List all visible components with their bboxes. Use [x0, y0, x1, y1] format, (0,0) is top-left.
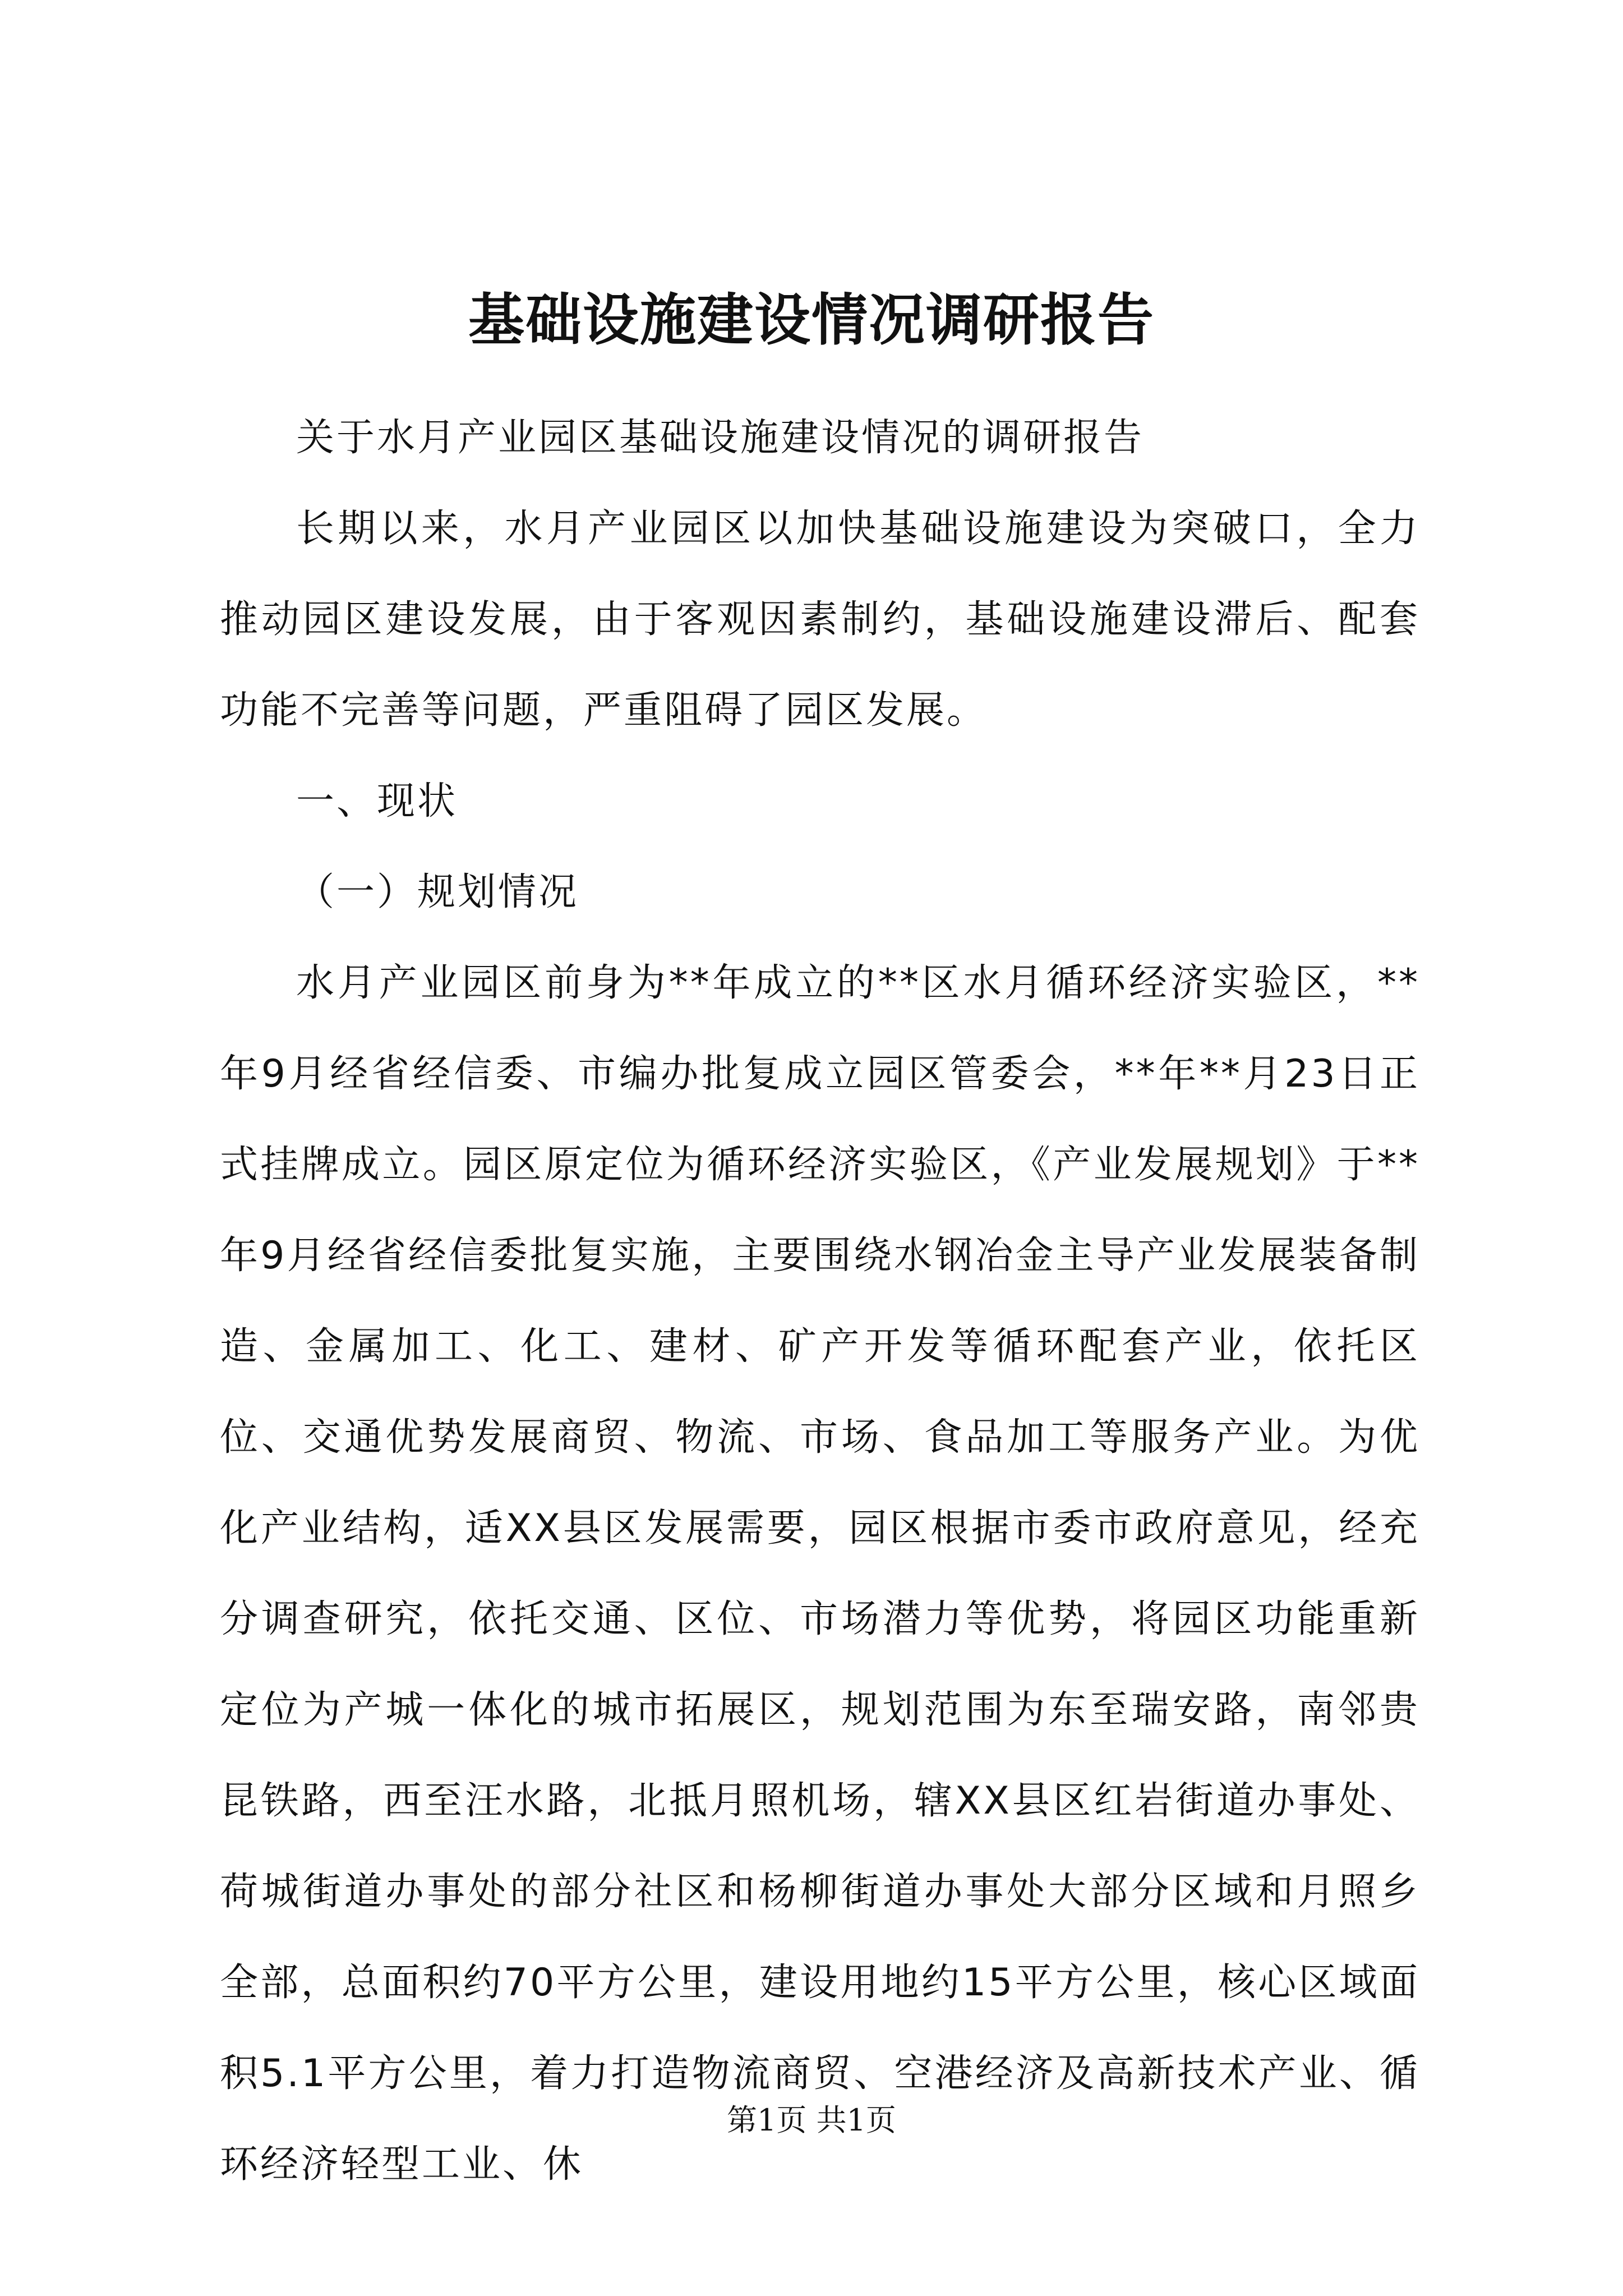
document-title: 基础设施建设情况调研报告	[468, 287, 1155, 353]
paragraph-intro: 长期以来，水月产业园区以加快基础设施建设为突破口，全力推动园区建设发展，由于客观因素制约，基础设施建设滞后、配套功能不完善等问题，严重阻碍了园区发展。	[220, 507, 1420, 733]
paragraph-planning: 水月产业园区前身为**年成立的**区水月循环经济实验区，**年9月经省经信委、市编办批复成立园区管委会，**年**月23日正式挂牌成立。园区原定位为循环经济实验区，《产业发展规划》于**年9月经省经信委批复实施，主要围绕水钢冶金主导产业发展装备制造、金属加工、化工、建材、矿产开发等循环配套产业，依托区位、交通优势发展商贸、物流、市场、食品加工等服务产业。为优化产业结构，适XX县区发展需要，园区根据市委市政府意见，经充分调查研究，依托交通、区位、市场潜力等优势，将园区功能重新定位为产城一体化的城市拓展区，规划范围为东至瑞安路，南邻贵昆铁路，西至汪水路，北抵月照机场，辖XX县区红岩街道办事处、荷城街道办事处的部分社区和杨柳街道办事处大部分区域和月照乡全部，总面积约70平方公里，建设用地约15平方公里，核心区域面积5.1平方公里，着力打造物流商贸、空港经济及高新技术产业、循环经济轻型工业、休	[220, 961, 1420, 2187]
section-heading-status: 一、现状	[296, 779, 458, 823]
paragraph-subtitle: 关于水月产业园区基础设施建设情况的调研报告	[296, 416, 1145, 460]
document-body	[220, 393, 1420, 2210]
page-footer: 第1页 共1页	[727, 2102, 896, 2138]
subsection-heading-planning: （一）规划情况	[296, 870, 579, 914]
